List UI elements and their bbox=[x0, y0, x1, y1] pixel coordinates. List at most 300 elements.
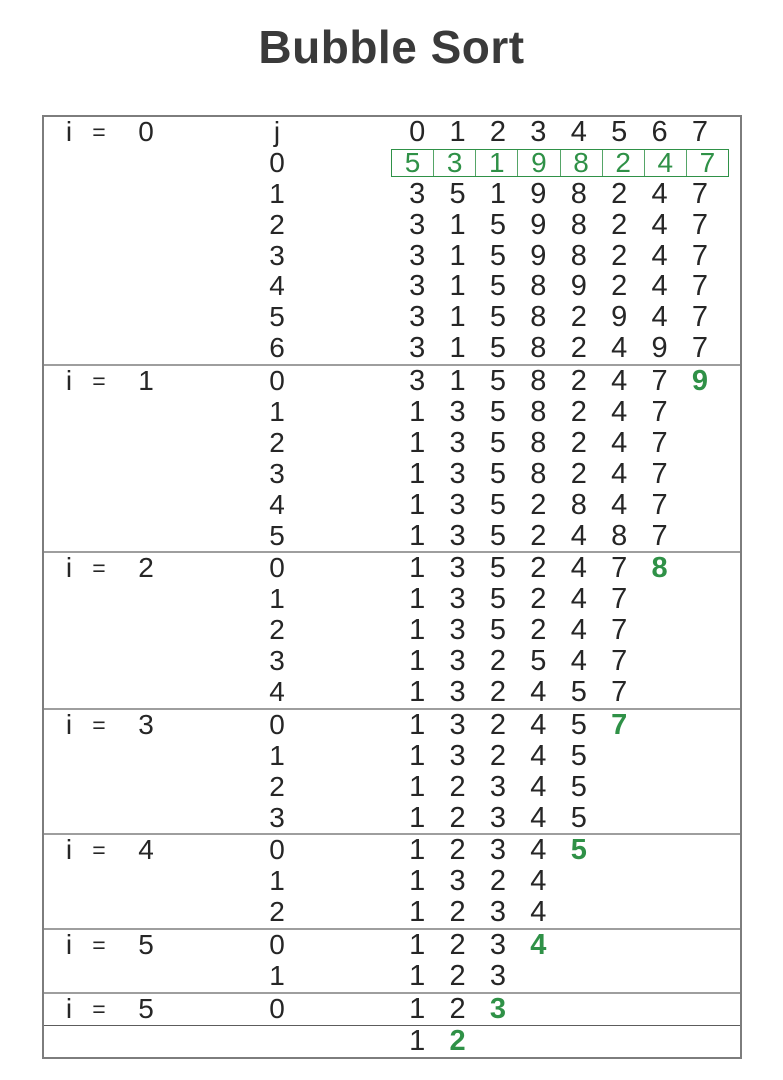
j-value: 2 bbox=[269, 896, 285, 928]
digit-cell: 7 bbox=[691, 177, 708, 210]
digit-cell: 5 bbox=[489, 457, 507, 490]
sorted-digit-cell: 2 bbox=[449, 1024, 466, 1057]
trace-row bbox=[44, 897, 740, 928]
digit-cell: 3 bbox=[489, 896, 507, 929]
label-i: i bbox=[65, 552, 73, 584]
trace-row bbox=[44, 615, 740, 646]
digit-cell: 5 bbox=[570, 708, 587, 741]
equals-sign: = bbox=[92, 932, 106, 959]
digit-cell: 7 bbox=[611, 645, 628, 678]
digit-cell: 1 bbox=[409, 676, 426, 709]
digit-cell: 3 bbox=[489, 929, 507, 962]
digit-cell: 2 bbox=[530, 552, 547, 585]
digit-cell: 5 bbox=[489, 583, 507, 616]
digit-cell: 1 bbox=[409, 488, 426, 521]
array-values bbox=[397, 490, 680, 521]
digit-cell: 3 bbox=[449, 614, 466, 647]
digit-cell: 3 bbox=[449, 645, 466, 678]
digit-cell: 2 bbox=[611, 208, 628, 241]
j-value: 6 bbox=[269, 332, 285, 364]
digit-cell: 7 bbox=[611, 552, 628, 585]
digit-cell: 2 bbox=[570, 426, 587, 459]
digit-cell: 4 bbox=[611, 488, 628, 521]
digit-cell: 5 bbox=[489, 239, 507, 272]
digit-cell: 4 bbox=[570, 645, 587, 678]
digit-cell: 5 bbox=[404, 146, 421, 178]
trace-row bbox=[44, 772, 740, 803]
equals-sign: = bbox=[92, 711, 106, 738]
digit-cell: 5 bbox=[489, 519, 507, 552]
digit-cell: 3 bbox=[489, 960, 507, 993]
digit-cell: 1 bbox=[409, 645, 426, 678]
array-values bbox=[397, 772, 599, 803]
digit-cell: 2 bbox=[489, 116, 507, 148]
digit-cell: 9 bbox=[651, 332, 668, 365]
digit-cell: 4 bbox=[530, 896, 547, 929]
digit-cell: 1 bbox=[409, 614, 426, 647]
trace-row bbox=[44, 866, 740, 897]
j-value: 5 bbox=[269, 301, 285, 333]
digit-cell: 7 bbox=[651, 396, 668, 429]
digit-cell: 7 bbox=[691, 332, 708, 365]
j-value: 5 bbox=[269, 519, 285, 551]
digit-cell: 5 bbox=[489, 426, 507, 459]
digit-cell: 3 bbox=[449, 552, 466, 585]
array-values bbox=[397, 397, 680, 428]
digit-cell: 8 bbox=[560, 150, 602, 177]
j-value: 3 bbox=[269, 801, 285, 833]
digit-cell: 7 bbox=[611, 614, 628, 647]
digit-cell: 1 bbox=[475, 150, 517, 177]
section-i-1 bbox=[44, 364, 740, 551]
digit-cell: 1 bbox=[409, 396, 426, 429]
trace-row bbox=[44, 741, 740, 772]
digit-cell: 7 bbox=[691, 208, 708, 241]
trace-row bbox=[44, 210, 740, 241]
digit-cell: 1 bbox=[449, 116, 466, 148]
digit-cell: 5 bbox=[489, 552, 507, 585]
digit-cell: 4 bbox=[530, 676, 547, 709]
sorted-digit-cell: 7 bbox=[611, 708, 628, 741]
section-i-2 bbox=[44, 551, 740, 707]
j-value: 1 bbox=[269, 396, 285, 428]
digit-cell: 4 bbox=[570, 552, 587, 585]
digit-cell: 4 bbox=[651, 239, 668, 272]
digit-cell: 9 bbox=[570, 270, 587, 303]
trace-row bbox=[44, 710, 740, 741]
trace-row bbox=[44, 302, 740, 333]
digit-cell: 3 bbox=[409, 332, 426, 365]
j-value: 2 bbox=[269, 208, 285, 240]
digit-cell: 9 bbox=[517, 150, 559, 177]
section-i-5 bbox=[44, 992, 740, 1025]
digit-cell: 1 bbox=[409, 865, 426, 898]
digit-cell: 1 bbox=[409, 834, 426, 867]
equals-sign: = bbox=[92, 368, 106, 395]
j-value: 1 bbox=[269, 865, 285, 897]
j-value: 0 bbox=[269, 708, 285, 740]
array-values bbox=[397, 866, 559, 897]
array-values bbox=[397, 459, 680, 490]
digit-cell: 2 bbox=[611, 177, 628, 210]
digit-cell: 4 bbox=[570, 583, 587, 616]
digit-cell: 7 bbox=[691, 270, 708, 303]
digit-cell: 4 bbox=[611, 457, 628, 490]
index-header-row bbox=[397, 117, 720, 148]
digit-cell: 9 bbox=[530, 177, 547, 210]
digit-cell: 8 bbox=[611, 519, 628, 552]
digit-cell: 2 bbox=[570, 301, 587, 334]
digit-cell: 5 bbox=[489, 614, 507, 647]
digit-cell: 1 bbox=[489, 177, 507, 210]
trace-row bbox=[44, 490, 740, 521]
digit-cell: 2 bbox=[530, 614, 547, 647]
digit-cell: 3 bbox=[489, 770, 507, 803]
digit-cell: 2 bbox=[530, 519, 547, 552]
array-values bbox=[397, 835, 599, 866]
j-value: 1 bbox=[269, 739, 285, 771]
digit-cell: 2 bbox=[611, 270, 628, 303]
digit-cell: 3 bbox=[409, 177, 426, 210]
digit-cell: 2 bbox=[530, 583, 547, 616]
array-values bbox=[397, 333, 720, 364]
digit-cell: 8 bbox=[570, 239, 587, 272]
trace-row bbox=[44, 271, 740, 302]
trace-row bbox=[44, 148, 740, 179]
digit-cell: 6 bbox=[651, 116, 668, 148]
digit-cell: 2 bbox=[570, 396, 587, 429]
digit-cell: 1 bbox=[409, 896, 426, 929]
digit-cell: 1 bbox=[449, 301, 466, 334]
digit-cell: 8 bbox=[530, 301, 547, 334]
array-values bbox=[397, 677, 639, 708]
array-values bbox=[397, 584, 639, 615]
page-title: Bubble Sort bbox=[258, 21, 525, 73]
array-values bbox=[397, 179, 720, 210]
j-value: 4 bbox=[269, 488, 285, 520]
digit-cell: 5 bbox=[489, 396, 507, 429]
digit-cell: 5 bbox=[489, 332, 507, 365]
label-i: i bbox=[65, 365, 73, 397]
digit-cell: 5 bbox=[489, 270, 507, 303]
trace-row bbox=[44, 930, 740, 961]
digit-cell: 7 bbox=[651, 365, 668, 398]
j-value: 0 bbox=[269, 365, 285, 397]
array-values bbox=[397, 994, 518, 1025]
equals-sign: = bbox=[92, 995, 106, 1022]
digit-cell: 5 bbox=[489, 208, 507, 241]
digit-cell: 4 bbox=[530, 865, 547, 898]
trace-row bbox=[44, 961, 740, 992]
digit-cell: 7 bbox=[651, 519, 668, 552]
digit-cell: 8 bbox=[570, 488, 587, 521]
array-values bbox=[397, 271, 720, 302]
trace-row bbox=[44, 677, 740, 708]
trace-row bbox=[44, 117, 740, 148]
trace-row bbox=[44, 397, 740, 428]
digit-cell: 8 bbox=[530, 426, 547, 459]
array-values bbox=[397, 241, 720, 272]
digit-cell: 1 bbox=[409, 801, 426, 834]
digit-cell: 7 bbox=[691, 116, 708, 148]
digit-cell: 2 bbox=[449, 770, 466, 803]
digit-cell: 2 bbox=[449, 960, 466, 993]
digit-cell: 4 bbox=[530, 770, 547, 803]
label-i: i bbox=[65, 708, 73, 740]
trace-row bbox=[44, 241, 740, 272]
digit-cell: 3 bbox=[449, 865, 466, 898]
digit-cell: 3 bbox=[449, 739, 466, 772]
digit-cell: 4 bbox=[651, 177, 668, 210]
digit-cell: 9 bbox=[530, 208, 547, 241]
digit-cell: 2 bbox=[489, 676, 507, 709]
label-i-value: 4 bbox=[138, 834, 154, 866]
equals-sign: = bbox=[92, 119, 106, 145]
digit-cell: 4 bbox=[530, 801, 547, 834]
trace-row bbox=[44, 521, 740, 552]
digit-cell: 5 bbox=[570, 801, 587, 834]
digit-cell: 3 bbox=[449, 396, 466, 429]
digit-cell: 3 bbox=[409, 365, 426, 398]
digit-cell: 5 bbox=[489, 301, 507, 334]
digit-cell: 3 bbox=[409, 301, 426, 334]
array-values bbox=[397, 710, 639, 741]
digit-cell: 3 bbox=[489, 801, 507, 834]
digit-cell: 2 bbox=[570, 457, 587, 490]
trace-row bbox=[44, 803, 740, 834]
digit-cell: 5 bbox=[530, 645, 547, 678]
digit-cell: 4 bbox=[611, 365, 628, 398]
label-i: i bbox=[65, 116, 73, 147]
j-value: 3 bbox=[269, 457, 285, 489]
digit-cell: 1 bbox=[409, 708, 426, 741]
digit-cell: 1 bbox=[409, 519, 426, 552]
digit-cell: 4 bbox=[611, 332, 628, 365]
label-i-value: 5 bbox=[138, 992, 154, 1024]
digit-cell: 3 bbox=[409, 208, 426, 241]
digit-cell: 3 bbox=[449, 457, 466, 490]
digit-cell: 4 bbox=[530, 739, 547, 772]
digit-cell: 1 bbox=[449, 365, 466, 398]
section-i-3 bbox=[44, 708, 740, 834]
trace-row bbox=[44, 1026, 740, 1057]
label-i: i bbox=[65, 929, 73, 961]
digit-cell: 7 bbox=[611, 583, 628, 616]
j-value: 4 bbox=[269, 270, 285, 302]
section-final bbox=[44, 1025, 740, 1057]
j-value: 2 bbox=[269, 426, 285, 458]
j-value: 2 bbox=[269, 614, 285, 646]
array-values bbox=[397, 210, 720, 241]
digit-cell: 1 bbox=[409, 739, 426, 772]
digit-cell: 2 bbox=[570, 332, 587, 365]
digit-cell: 7 bbox=[651, 457, 668, 490]
digit-cell: 7 bbox=[611, 676, 628, 709]
digit-cell: 3 bbox=[449, 708, 466, 741]
trace-row bbox=[44, 179, 740, 210]
digit-cell: 3 bbox=[449, 488, 466, 521]
digit-cell: 3 bbox=[489, 834, 507, 867]
digit-cell: 3 bbox=[449, 676, 466, 709]
trace-row bbox=[44, 835, 740, 866]
array-values bbox=[397, 741, 599, 772]
array-values bbox=[397, 428, 680, 459]
array-values bbox=[397, 930, 559, 961]
trace-row bbox=[44, 366, 740, 397]
digit-cell: 7 bbox=[691, 239, 708, 272]
digit-cell: 1 bbox=[449, 332, 466, 365]
j-value: 0 bbox=[269, 929, 285, 961]
initial-array-box bbox=[391, 146, 729, 178]
array-values bbox=[397, 302, 720, 333]
label-i: i bbox=[65, 834, 73, 866]
digit-cell: 5 bbox=[570, 739, 587, 772]
digit-cell: 2 bbox=[489, 865, 507, 898]
j-value: 2 bbox=[269, 770, 285, 802]
j-value: 0 bbox=[269, 834, 285, 866]
trace-row bbox=[44, 428, 740, 459]
digit-cell: 8 bbox=[530, 457, 547, 490]
digit-cell: 3 bbox=[449, 426, 466, 459]
j-value: 4 bbox=[269, 676, 285, 708]
digit-cell: 8 bbox=[530, 396, 547, 429]
digit-cell: 4 bbox=[651, 270, 668, 303]
label-i-value: 3 bbox=[138, 708, 154, 740]
digit-cell: 4 bbox=[644, 150, 686, 177]
sorted-digit-cell: 9 bbox=[691, 365, 708, 398]
label-i-value: 5 bbox=[138, 929, 154, 961]
digit-cell: 9 bbox=[530, 239, 547, 272]
label-i: i bbox=[65, 992, 73, 1024]
array-values bbox=[397, 961, 518, 992]
sorted-digit-cell: 5 bbox=[570, 834, 587, 867]
digit-cell: 5 bbox=[570, 770, 587, 803]
trace-row bbox=[44, 584, 740, 615]
digit-cell: 4 bbox=[651, 301, 668, 334]
j-value: 3 bbox=[269, 239, 285, 271]
digit-cell: 1 bbox=[409, 770, 426, 803]
digit-cell: 1 bbox=[449, 208, 466, 241]
digit-cell: 2 bbox=[449, 929, 466, 962]
sorted-digit-cell: 4 bbox=[530, 929, 547, 962]
trace-row bbox=[44, 553, 740, 584]
digit-cell: 4 bbox=[611, 426, 628, 459]
digit-cell: 1 bbox=[409, 992, 426, 1025]
digit-cell: 2 bbox=[449, 801, 466, 834]
digit-cell: 5 bbox=[489, 365, 507, 398]
trace-row bbox=[44, 994, 740, 1025]
label-i-value: 1 bbox=[138, 365, 154, 397]
sorted-digit-cell: 3 bbox=[489, 992, 507, 1025]
j-value: 1 bbox=[269, 177, 285, 209]
trace-row bbox=[44, 459, 740, 490]
digit-cell: 3 bbox=[433, 150, 475, 177]
equals-sign: = bbox=[92, 555, 106, 582]
label-i-value: 0 bbox=[138, 116, 154, 147]
digit-cell: 4 bbox=[570, 116, 587, 148]
array-values bbox=[397, 803, 599, 834]
digit-cell: 2 bbox=[489, 645, 507, 678]
digit-cell: 1 bbox=[409, 426, 426, 459]
digit-cell: 8 bbox=[530, 365, 547, 398]
digit-cell: 8 bbox=[530, 332, 547, 365]
digit-cell: 1 bbox=[449, 270, 466, 303]
digit-cell: 7 bbox=[651, 488, 668, 521]
digit-cell: 4 bbox=[651, 208, 668, 241]
digit-cell: 2 bbox=[602, 150, 644, 177]
j-value: 1 bbox=[269, 960, 285, 992]
equals-sign: = bbox=[92, 837, 106, 864]
j-column-header: j bbox=[273, 116, 281, 147]
digit-cell: 0 bbox=[409, 116, 426, 148]
array-values bbox=[397, 897, 559, 928]
digit-cell: 2 bbox=[489, 708, 507, 741]
digit-cell: 2 bbox=[449, 896, 466, 929]
digit-cell: 1 bbox=[449, 239, 466, 272]
digit-cell: 7 bbox=[686, 150, 728, 177]
sorted-digit-cell: 8 bbox=[651, 552, 668, 585]
digit-cell: 3 bbox=[409, 270, 426, 303]
array-values bbox=[397, 646, 639, 677]
digit-cell: 2 bbox=[489, 739, 507, 772]
array-values bbox=[397, 553, 680, 584]
j-value: 0 bbox=[269, 552, 285, 584]
digit-cell: 3 bbox=[530, 116, 547, 148]
j-value: 0 bbox=[269, 992, 285, 1024]
trace-table bbox=[42, 115, 742, 1059]
j-value: 3 bbox=[269, 645, 285, 677]
digit-cell: 4 bbox=[530, 834, 547, 867]
digit-cell: 7 bbox=[651, 426, 668, 459]
digit-cell: 3 bbox=[449, 583, 466, 616]
digit-cell: 3 bbox=[409, 239, 426, 272]
digit-cell: 5 bbox=[570, 676, 587, 709]
digit-cell: 5 bbox=[449, 177, 466, 210]
section-i-5 bbox=[44, 928, 740, 992]
digit-cell: 2 bbox=[570, 365, 587, 398]
digit-cell: 8 bbox=[530, 270, 547, 303]
trace-row bbox=[44, 646, 740, 677]
digit-cell: 1 bbox=[409, 457, 426, 490]
label-i-value: 2 bbox=[138, 552, 154, 584]
j-value: 1 bbox=[269, 583, 285, 615]
digit-cell: 4 bbox=[611, 396, 628, 429]
digit-cell: 1 bbox=[409, 583, 426, 616]
digit-cell: 4 bbox=[570, 519, 587, 552]
digit-cell: 1 bbox=[409, 960, 426, 993]
array-values bbox=[397, 366, 720, 397]
digit-cell: 5 bbox=[489, 488, 507, 521]
digit-cell: 1 bbox=[409, 552, 426, 585]
array-values bbox=[397, 615, 639, 646]
digit-cell: 8 bbox=[570, 177, 587, 210]
digit-cell: 5 bbox=[611, 116, 628, 148]
digit-cell: 3 bbox=[449, 519, 466, 552]
digit-cell: 2 bbox=[611, 239, 628, 272]
section-i-0 bbox=[44, 117, 740, 364]
digit-cell: 2 bbox=[449, 992, 466, 1025]
digit-cell: 2 bbox=[530, 488, 547, 521]
j-value: 0 bbox=[269, 146, 285, 178]
digit-cell: 2 bbox=[449, 834, 466, 867]
trace-row bbox=[44, 333, 740, 364]
array-values bbox=[397, 521, 680, 552]
digit-cell: 9 bbox=[611, 301, 628, 334]
section-i-4 bbox=[44, 833, 740, 928]
digit-cell: 1 bbox=[409, 1024, 426, 1057]
digit-cell: 1 bbox=[409, 929, 426, 962]
digit-cell: 7 bbox=[691, 301, 708, 334]
